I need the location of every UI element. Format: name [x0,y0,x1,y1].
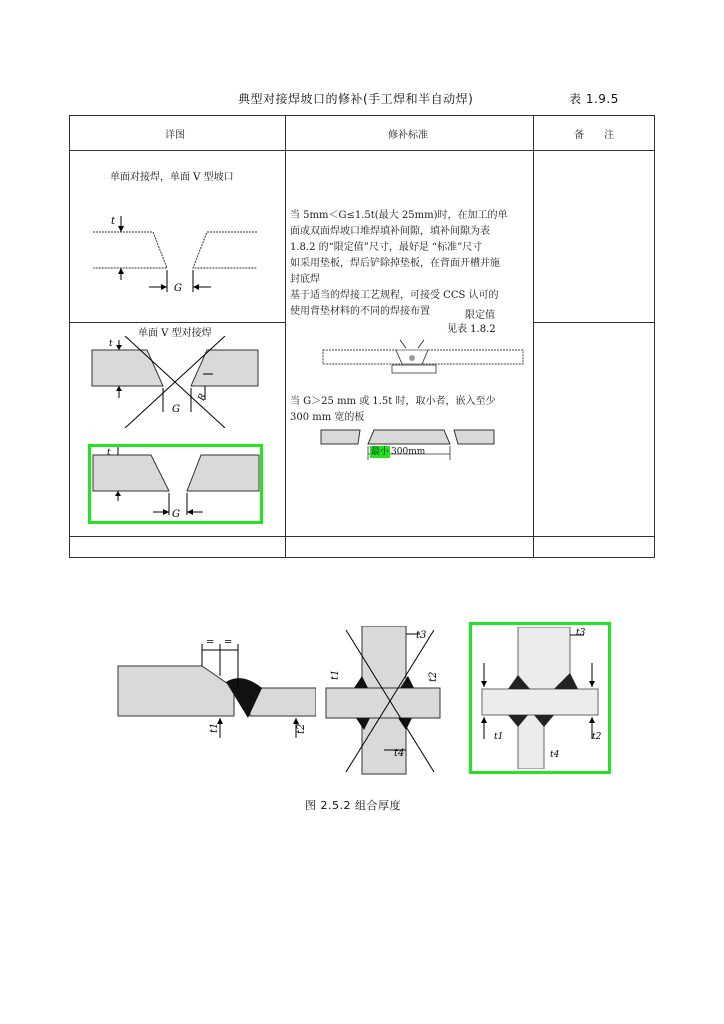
criteria-line: 当 G＞25 mm 或 1.5t 时，取小者，嵌入至少 [290,396,496,407]
single-v-groove-diagram [85,210,265,300]
col-header-remarks: 备 注 [574,130,614,141]
min-label: 最小 [371,447,390,457]
cruciform-t2-label: t2 [428,671,439,682]
limit-reference: 见表 1.8.2 [447,324,496,335]
criteria-text [290,208,530,320]
criteria-line: 封底焊 [290,274,320,285]
cruciform-rejected-diagram [322,626,442,776]
row2-t-label: t [109,339,113,349]
criteria-line: 当 5mm＜G≤1.5t(最大 25mm)时，在加工的单 [290,210,508,221]
criteria-line: 基于适当的焊接工艺规程，可接受 CCS 认可的 [290,290,499,301]
criteria-line: 1.8.2 的“限定值”尺寸，最好是 “标准”尺寸 [290,242,483,253]
tapered-butt-diagram [116,632,316,740]
tapered-t2-label: t2 [296,723,307,734]
row2-detail-caption: 单面 V 型对接焊 [138,328,212,339]
table-number: 表 1.9.5 [569,92,619,106]
criteria-line: 如采用垫板，焊后铲除掉垫板，在背面开槽并施 [290,258,500,269]
min-value: 300mm [391,447,426,457]
criteria-line: 面或双面焊坡口堆焊填补间隙，填补间隙为表 [290,226,490,237]
accepted-t1-label: t1 [494,732,504,742]
cruciform-t1-label: t1 [330,669,341,680]
criteria-line: 使用背垫材料的不同的焊接布置 [290,306,430,317]
row1-t-label: t [111,216,116,227]
row2-g-label: G [172,404,180,415]
accepted-g-label: G [172,509,180,520]
col-header-criteria: 修补标准 [388,130,428,141]
cruciform-accepted-diagram [474,627,606,769]
table-title: 典型对接焊坡口的修补(手工焊和半自动焊) [238,92,474,106]
accepted-t3-label: t3 [576,628,586,638]
figure-caption: 图 2.5.2 组合厚度 [305,799,401,812]
equal-mark-1: = [206,637,215,648]
backing-strip-diagram [318,336,528,386]
cruciform-t4-label: t4 [394,748,405,759]
v-butt-weld-rejected-diagram [85,336,265,428]
row1-g-label: G [174,283,182,294]
criteria-text-2 [290,394,530,426]
col-header-detail: 详图 [165,130,185,141]
v-butt-weld-accepted-diagram [91,447,261,521]
row1-detail-caption: 单面对接焊，单面 V 型坡口 [110,172,234,183]
min-width-label [370,446,425,458]
row2-r-label: R [196,392,209,403]
accepted-t-label: t [107,448,111,458]
tapered-t1-label: t1 [209,722,220,733]
accepted-t2-label: t2 [592,732,602,742]
accepted-t4-label: t4 [550,750,560,760]
criteria-line: 300 mm 宽的板 [290,412,365,423]
equal-mark-2: = [224,637,233,648]
limit-label: 限定值 [465,310,495,321]
cruciform-t3-label: t3 [416,630,427,641]
